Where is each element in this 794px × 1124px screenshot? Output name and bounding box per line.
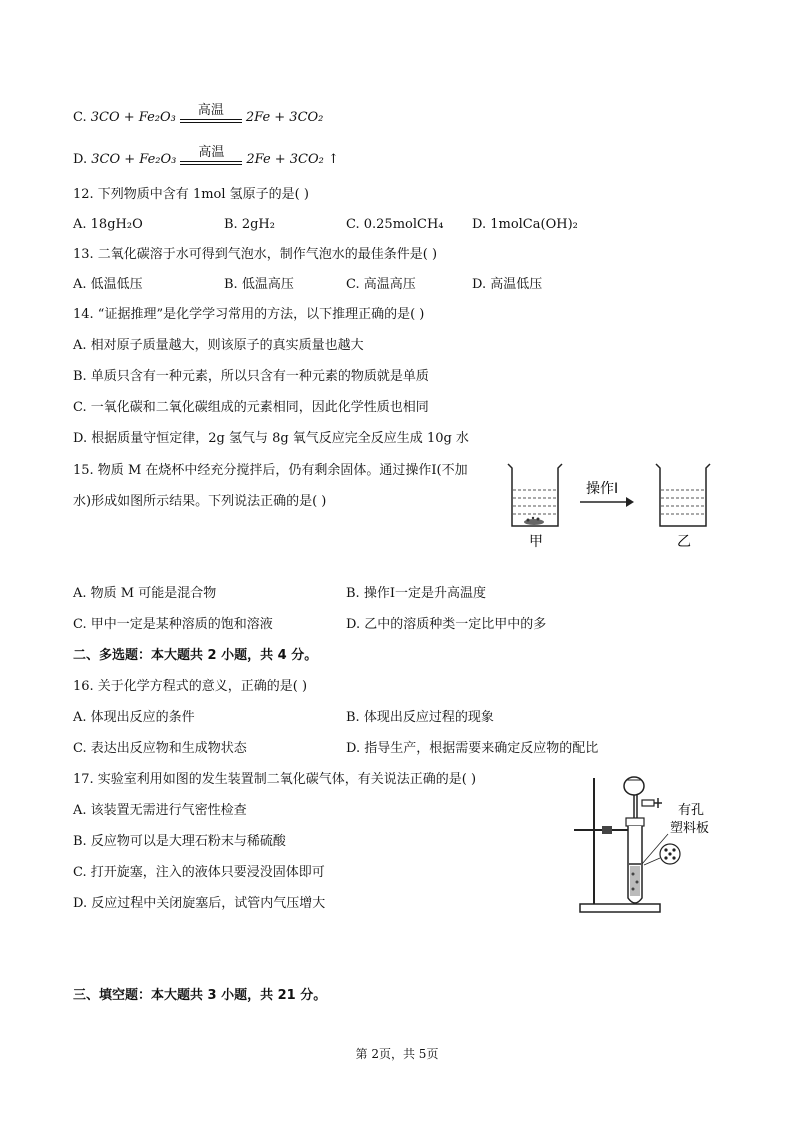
q11-c-lhs: 3CO + Fe₂O₃ xyxy=(90,110,176,125)
q13-option-a: A. 低温低压 xyxy=(73,277,143,292)
q15-option-a: A. 物质 M 可能是混合物 xyxy=(73,586,217,601)
q17-option-c: C. 打开旋塞，注入的液体只要浸没固体即可 xyxy=(73,865,325,880)
fig-label-jia: 甲 xyxy=(529,534,543,550)
q16-option-c: C. 表达出反应物和生成物状态 xyxy=(73,741,247,756)
beaker-jia xyxy=(508,464,562,526)
fig-label-yi: 乙 xyxy=(677,534,691,550)
q14-option-c: C. 一氧化碳和二氧化碳组成的元素相同，因此化学性质也相同 xyxy=(73,400,429,415)
stopcock xyxy=(642,798,662,808)
q14-option-d: D. 根据质量守恒定律，2g 氢气与 8g 氧气反应完全反应生成 10g 水 xyxy=(73,431,469,446)
q16-stem: 16. 关于化学方程式的意义，正确的是( ) xyxy=(73,679,308,694)
q11-option-c xyxy=(73,104,323,127)
q11-d-double-line xyxy=(180,161,242,165)
q12-option-c: C. 0.25molCH₄ xyxy=(346,217,444,232)
fig-label-perforated-line1: 有孔 xyxy=(678,803,705,818)
q12-option-a: A. 18gH₂O xyxy=(73,217,143,232)
q11-d-rhs: 2Fe + 3CO₂ ↑ xyxy=(246,152,339,167)
q11-d-cond-text: 高温 xyxy=(198,145,225,160)
q13-option-d: D. 高温低压 xyxy=(472,277,543,292)
q13-option-b: B. 低温高压 xyxy=(224,277,294,292)
q15-beaker-figure xyxy=(500,456,725,576)
fig-arrow-label: 操作Ⅰ xyxy=(586,481,619,497)
q15-option-d: D. 乙中的溶质种类一定比甲中的多 xyxy=(346,617,547,632)
q17-option-d: D. 反应过程中关闭旋塞后，试管内气压增大 xyxy=(73,896,326,911)
q11-d-condition xyxy=(180,146,242,169)
q11-d-lhs: 3CO + Fe₂O₃ xyxy=(91,152,177,167)
q16-option-b: B. 体现出反应过程的现象 xyxy=(346,710,494,725)
page-footer: 第 2页，共 5页 xyxy=(355,1047,439,1061)
q15-option-b: B. 操作Ⅰ一定是升高温度 xyxy=(346,586,486,601)
q11-d-label: D. xyxy=(73,152,92,167)
stand-base xyxy=(580,904,660,912)
q14-stem: 14. “证据推理”是化学学习常用的方法，以下推理正确的是( ) xyxy=(73,307,425,322)
q16-option-a: A. 体现出反应的条件 xyxy=(73,710,195,725)
q15-stem-line1: 15. 物质 M 在烧杯中经充分搅拌后，仍有剩余固体。通过操作Ⅰ(不加 xyxy=(73,463,468,478)
fig-label-perforated-line2: 塑料板 xyxy=(670,821,710,836)
q11-option-d xyxy=(73,146,339,169)
q13-option-c: C. 高温高压 xyxy=(346,277,416,292)
q11-c-label: C. xyxy=(73,110,91,125)
perforated-plate-inset xyxy=(644,844,680,865)
q12-option-b: B. 2gH₂ xyxy=(224,217,275,232)
q17-apparatus-figure xyxy=(570,768,730,918)
section3-title: 三、填空题：本大题共 3 小题，共 21 分。 xyxy=(73,988,327,1003)
q11-c-rhs: 2Fe + 3CO₂ xyxy=(245,110,324,125)
q16-option-d: D. 指导生产，根据需要来确定反应物的配比 xyxy=(346,741,599,756)
beaker-yi xyxy=(656,464,710,526)
q17-stem: 17. 实验室利用如图的发生装置制二氧化碳气体，有关说法正确的是( ) xyxy=(73,772,477,787)
q11-c-double-line xyxy=(180,119,242,123)
test-tube xyxy=(626,818,644,903)
q14-option-a: A. 相对原子质量越大，则该原子的真实质量也越大 xyxy=(73,338,364,353)
q12-option-d: D. 1molCa(OH)₂ xyxy=(472,217,578,232)
q17-option-b: B. 反应物可以是大理石粉末与稀硫酸 xyxy=(73,834,286,849)
q17-option-a: A. 该装置无需进行气密性检查 xyxy=(73,803,247,818)
q13-stem: 13. 二氧化碳溶于水可得到气泡水，制作气泡水的最佳条件是( ) xyxy=(73,247,438,262)
q15-stem-line2: 水)形成如图所示结果。下列说法正确的是( ) xyxy=(73,494,327,509)
q11-c-condition xyxy=(180,104,242,127)
section2-title: 二、多选题：本大题共 2 小题，共 4 分。 xyxy=(73,648,318,663)
q12-stem: 12. 下列物质中含有 1mol 氢原子的是( ) xyxy=(73,187,309,202)
q11-c-cond-text: 高温 xyxy=(197,103,224,118)
q15-option-c: C. 甲中一定是某种溶质的饱和溶液 xyxy=(73,617,273,632)
q14-option-b: B. 单质只含有一种元素，所以只含有一种元素的物质就是单质 xyxy=(73,369,429,384)
